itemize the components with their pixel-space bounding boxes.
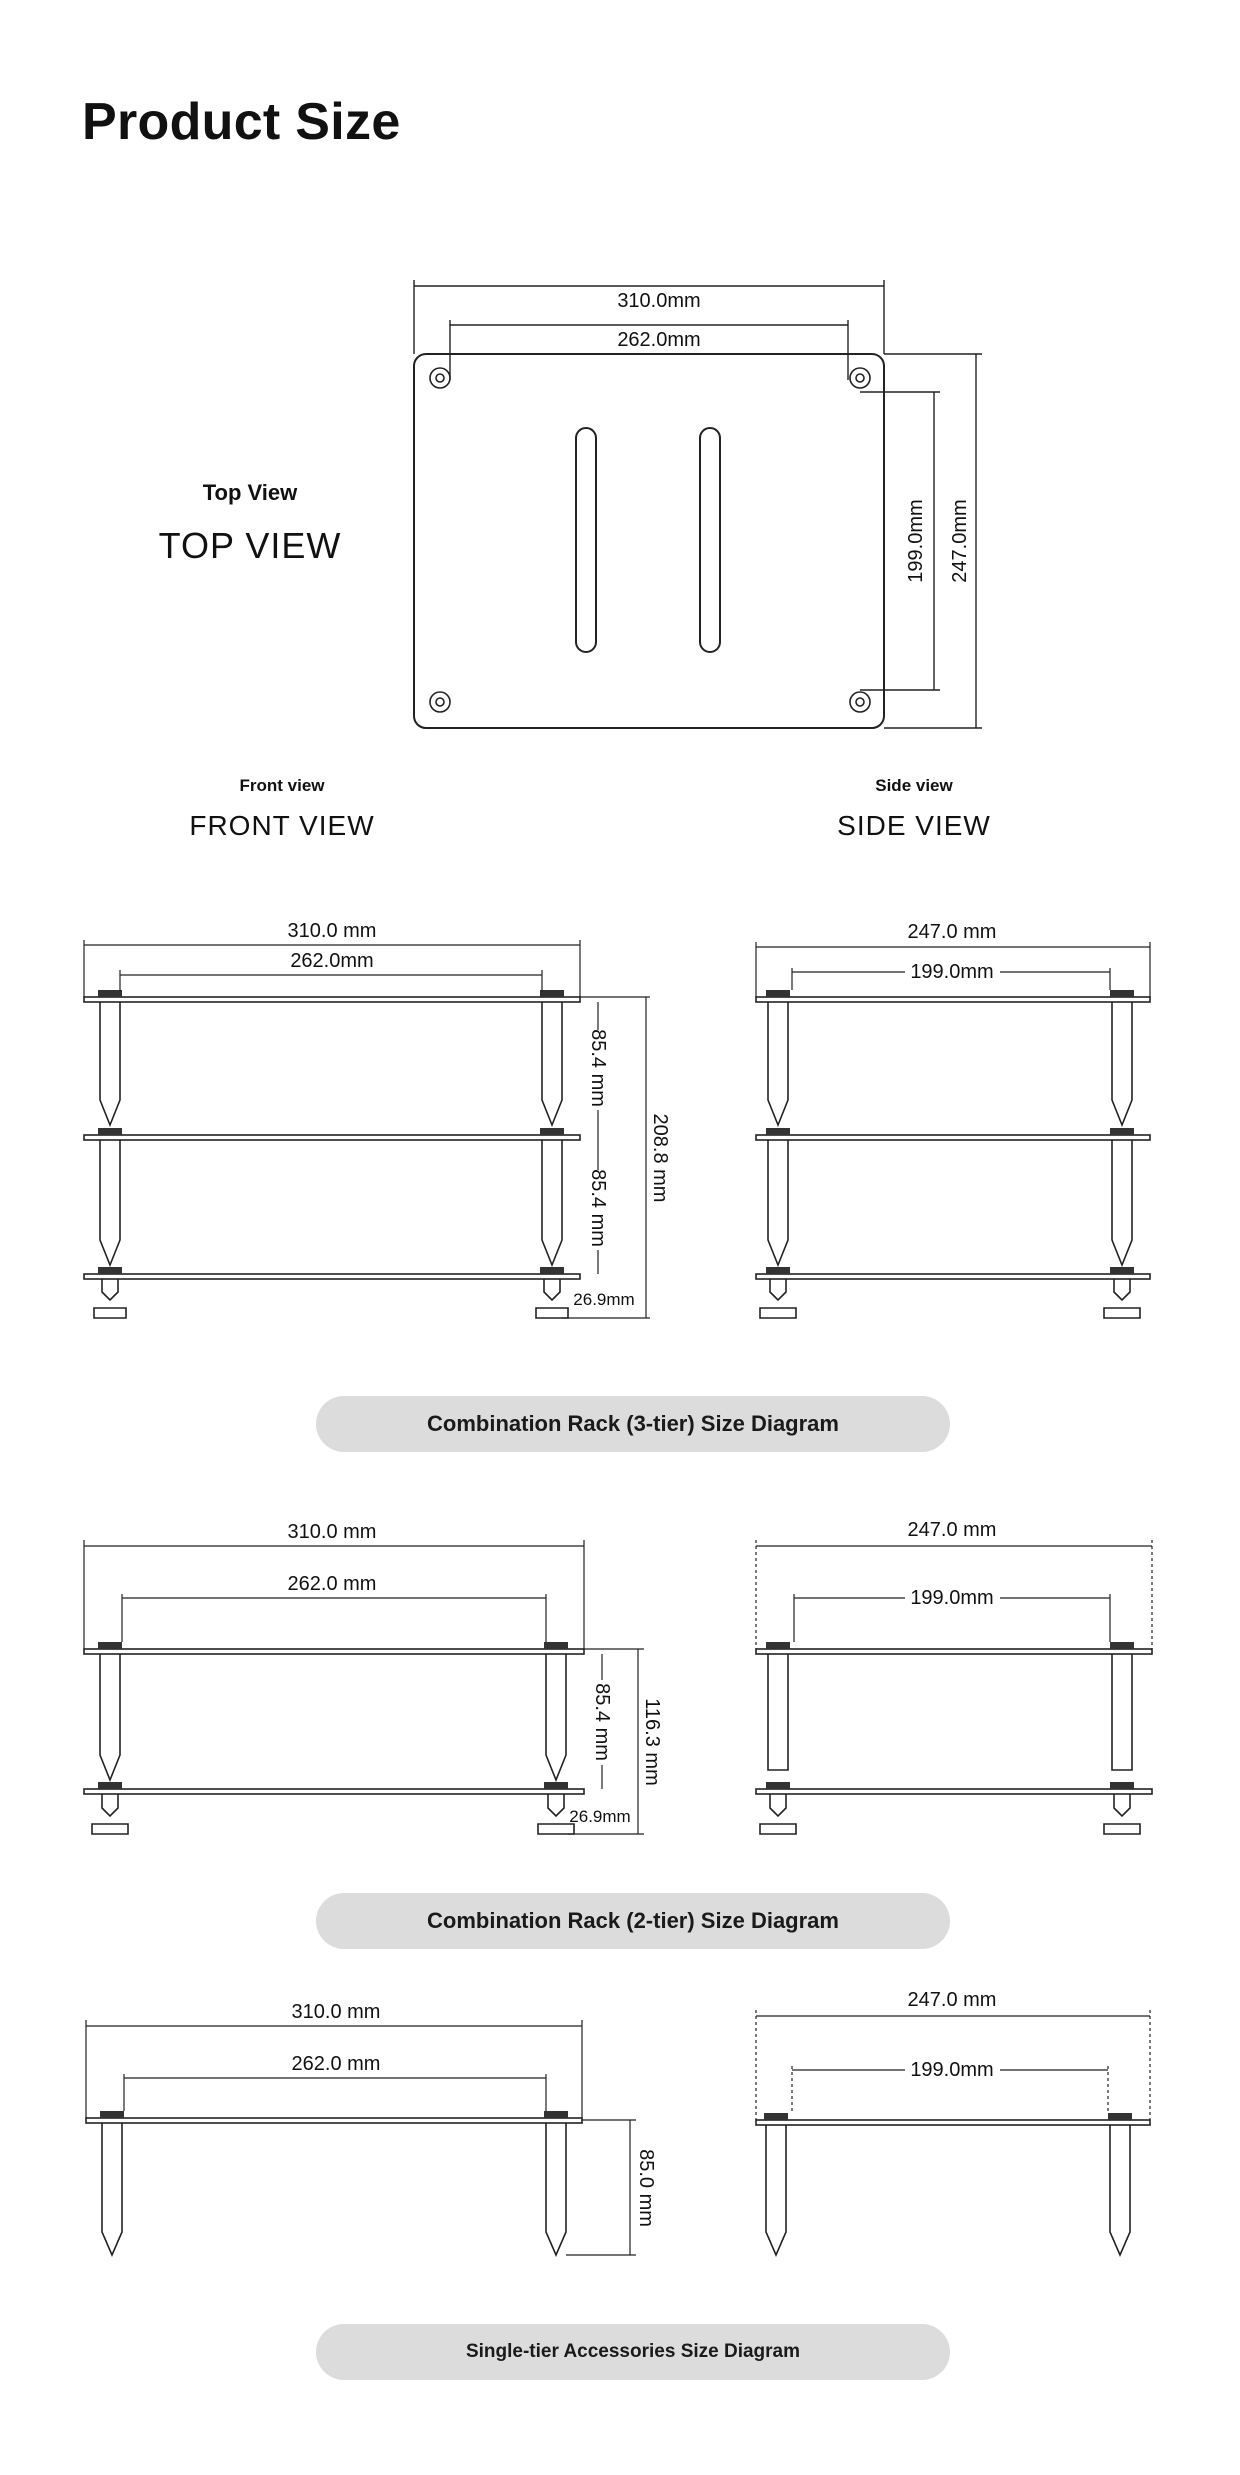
rack3-front-shelf-bottom bbox=[84, 1274, 580, 1279]
rack3-front-post-right-1 bbox=[542, 1002, 562, 1125]
rack3-side-shelf-top bbox=[756, 997, 1150, 1002]
rack3-front-foot-right bbox=[536, 1279, 568, 1318]
rack3-front-post-left-2 bbox=[100, 1140, 120, 1265]
rack2-front-foot-left bbox=[92, 1794, 128, 1834]
single-side-outer-depth: 247.0 mm bbox=[907, 1989, 997, 2011]
single-front-inner-width: 262.0 mm bbox=[291, 2053, 381, 2075]
rack2-side-shelf-bottom bbox=[756, 1789, 1152, 1794]
top-view-label-large: TOP VIEW bbox=[158, 525, 342, 566]
rack3-side-post-right-1 bbox=[1112, 1002, 1132, 1125]
side-view-label-large: SIDE VIEW bbox=[837, 810, 991, 841]
rack2-front-foot-right bbox=[538, 1794, 574, 1834]
rack3-front-inner-width: 262.0mm bbox=[290, 950, 374, 972]
single-front-outer-width: 310.0 mm bbox=[291, 2001, 381, 2023]
rack2-side-foot-left bbox=[760, 1794, 796, 1834]
rack2-side-shelf-top bbox=[756, 1649, 1152, 1654]
single-front-height: 85.0 mm bbox=[635, 2149, 657, 2227]
top-slot-left bbox=[576, 428, 596, 652]
top-holes bbox=[430, 368, 870, 712]
rack2-front-inner-width: 262.0 mm bbox=[287, 1573, 377, 1595]
rack3-front-tier1: 85.4 mm bbox=[587, 1029, 609, 1107]
rack3-front-tier2: 85.4 mm bbox=[587, 1169, 609, 1247]
rack3-side-foot-right bbox=[1104, 1279, 1140, 1318]
rack2-side-inner-depth: 199.0mm bbox=[910, 1587, 994, 1609]
single-front-caps bbox=[100, 2111, 568, 2118]
top-plate bbox=[414, 354, 884, 728]
front-view-label-large: FRONT VIEW bbox=[189, 810, 375, 841]
rack2-front-post-left bbox=[100, 1654, 120, 1780]
rack2-front-total-height: 116.3 mm bbox=[641, 1698, 663, 1786]
rack3-front-shelf-top bbox=[84, 997, 580, 1002]
rack2-front-shelf-top bbox=[84, 1649, 584, 1654]
rack2-front-post-right bbox=[546, 1654, 566, 1780]
rack2-caption: Combination Rack (2-tier) Size Diagram bbox=[316, 1893, 950, 1949]
single-side-caps bbox=[764, 2113, 1132, 2120]
rack3-side-post-left-1 bbox=[768, 1002, 788, 1125]
rack3-front-foot: 26.9mm bbox=[573, 1290, 635, 1309]
page-title: Product Size bbox=[82, 93, 401, 151]
rack2-side-post-left bbox=[768, 1654, 788, 1770]
single-caption: Single-tier Accessories Size Diagram bbox=[316, 2324, 950, 2380]
rack2-side-foot-right bbox=[1104, 1794, 1140, 1834]
rack2-front-foot: 26.9mm bbox=[569, 1807, 631, 1826]
front-view-label: Front view bbox=[239, 776, 325, 795]
rack2-side-post-right bbox=[1112, 1654, 1132, 1770]
rack2-front-shelf-bottom bbox=[84, 1789, 584, 1794]
rack3-front-caps bbox=[98, 990, 564, 1274]
single-side-shelf bbox=[756, 2120, 1150, 2125]
rack3-front-shelf-mid bbox=[84, 1135, 580, 1140]
rack3-side-caps bbox=[766, 990, 1134, 1274]
single-side-post-right bbox=[1110, 2125, 1130, 2255]
rack3-side-foot-left bbox=[760, 1279, 796, 1318]
single-front-shelf bbox=[86, 2118, 582, 2123]
rack3-front-post-right-2 bbox=[542, 1140, 562, 1265]
side-view-label: Side view bbox=[875, 776, 953, 795]
rack3-caption: Combination Rack (3-tier) Size Diagram bbox=[316, 1396, 950, 1452]
rack2-side-outer-depth: 247.0 mm bbox=[907, 1519, 997, 1541]
top-outer-depth-label: 247.0mm bbox=[949, 499, 971, 583]
rack3-side-shelf-bottom bbox=[756, 1274, 1150, 1279]
top-slot-right bbox=[700, 428, 720, 652]
rack3-side-outer-depth: 247.0 mm bbox=[907, 921, 997, 943]
rack3-side-inner-depth: 199.0mm bbox=[910, 961, 994, 983]
top-outer-width-label: 310.0mm bbox=[617, 290, 701, 312]
rack3-side-shelf-mid bbox=[756, 1135, 1150, 1140]
rack3-front-outer-width: 310.0 mm bbox=[287, 920, 377, 942]
top-inner-width-label: 262.0mm bbox=[617, 329, 701, 351]
top-inner-depth-label: 199.0mm bbox=[905, 499, 927, 583]
single-side-inner-depth: 199.0mm bbox=[910, 2059, 994, 2081]
rack2-front-outer-width: 310.0 mm bbox=[287, 1521, 377, 1543]
rack2-side-caps bbox=[766, 1642, 1134, 1789]
single-front-post-left bbox=[102, 2123, 122, 2255]
single-front-post-right bbox=[546, 2123, 566, 2255]
top-view-label: Top View bbox=[202, 480, 298, 505]
single-side-post-left bbox=[766, 2125, 786, 2255]
rack3-front-post-left-1 bbox=[100, 1002, 120, 1125]
rack3-front-foot-left bbox=[94, 1279, 126, 1318]
rack3-side-post-left-2 bbox=[768, 1140, 788, 1265]
rack2-front-caps bbox=[98, 1642, 568, 1789]
rack2-front-tier1: 85.4 mm bbox=[591, 1683, 613, 1761]
rack3-side-post-right-2 bbox=[1112, 1140, 1132, 1265]
rack3-front-total-height: 208.8 mm bbox=[649, 1113, 671, 1203]
